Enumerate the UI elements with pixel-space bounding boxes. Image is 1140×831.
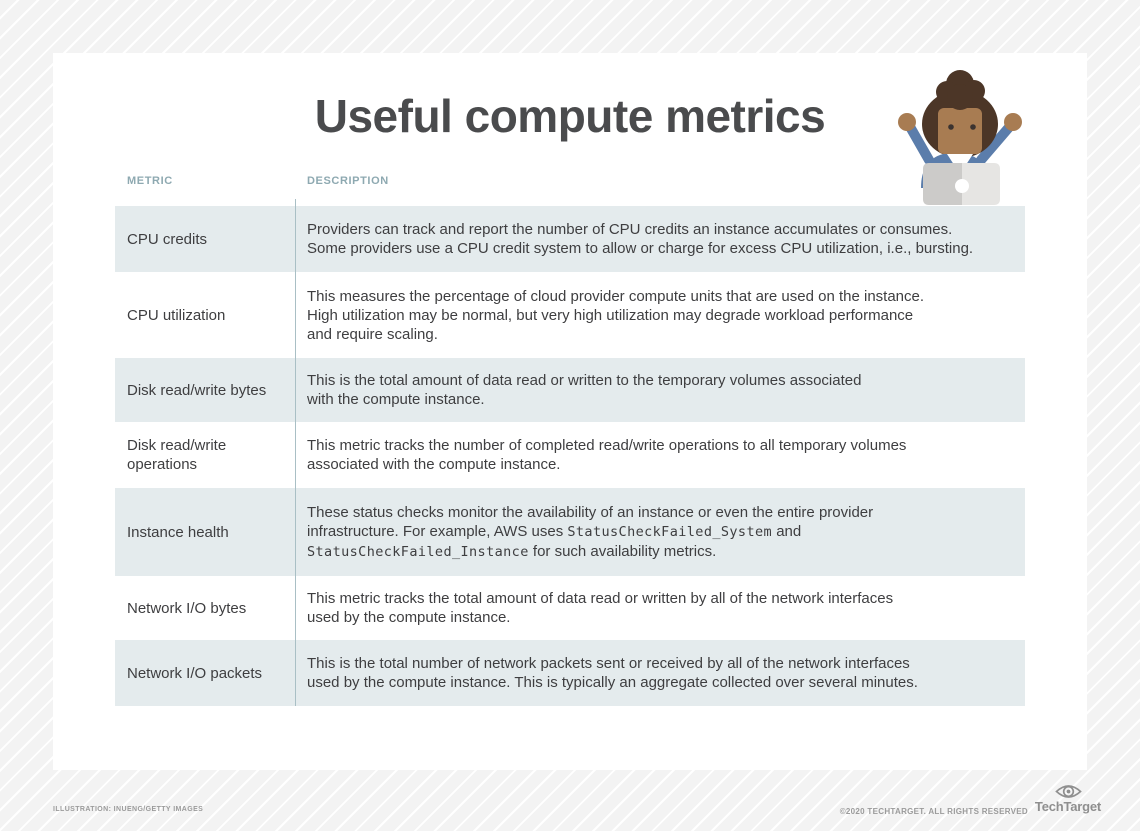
description-cell: [295, 640, 1025, 706]
table-row: [115, 358, 1025, 422]
description-segment: This is the total number of network packets sent or received by all of the network interfaces: [307, 655, 910, 672]
column-header-metric: METRIC: [127, 175, 173, 187]
metric-cell: CPU utilization: [127, 306, 226, 324]
description-text: [307, 287, 924, 344]
table-body: [115, 206, 1025, 706]
description-segment: This is the total amount of data read or written to the temporary volumes associated: [307, 372, 862, 389]
metric-cell: Instance health: [127, 523, 229, 541]
metric-cell: CPU credits: [127, 230, 208, 248]
description-segment: associated with the compute instance.: [307, 456, 561, 473]
table-header-row: [115, 175, 1025, 206]
description-text: [307, 371, 861, 409]
description-cell: [295, 358, 1025, 422]
description-text: [307, 220, 973, 258]
footer: [0, 780, 1140, 831]
description-cell: [295, 576, 1025, 640]
description-text: [307, 589, 893, 627]
description-cell: [295, 206, 1025, 272]
logo-wordmark: TechTarget: [1034, 799, 1102, 814]
column-divider: [295, 199, 296, 706]
description-segment: for such availability metrics.: [528, 542, 717, 560]
description-text: [307, 654, 918, 692]
table-row: [115, 488, 1025, 576]
inline-code: StatusCheckFailed_System: [567, 523, 773, 540]
inline-code: StatusCheckFailed_Instance: [307, 543, 529, 560]
description-text: [307, 503, 873, 562]
description-segment: infrastructure. For example, AWS uses: [307, 522, 568, 540]
table-row: [115, 272, 1025, 358]
metrics-table: [115, 175, 1025, 706]
eye-icon: [1055, 783, 1082, 800]
metric-cell: Network I/O packets: [127, 664, 263, 682]
techtarget-logo: [1036, 783, 1100, 814]
content-card: [53, 53, 1087, 770]
description-text: [307, 436, 906, 474]
description-segment: with the compute instance.: [307, 391, 485, 408]
description-cell: [295, 488, 1025, 576]
copyright-text: ©2020 TECHTARGET. ALL RIGHTS RESERVED: [839, 807, 1028, 816]
description-segment: used by the compute instance. This is typically an aggregate collected over several minutes.: [307, 674, 918, 691]
description-segment: This metric tracks the number of completed read/write operations to all temporary volumes: [307, 437, 907, 454]
description-segment: used by the compute instance.: [307, 609, 511, 626]
metric-cell: Disk read/write operations: [127, 437, 227, 473]
table-row: [115, 206, 1025, 272]
metric-cell: Network I/O bytes: [127, 599, 247, 617]
person-head: [922, 70, 998, 158]
page-title: Useful compute metrics: [314, 90, 826, 142]
table-row: [115, 576, 1025, 640]
metric-cell: Disk read/write bytes: [127, 381, 267, 399]
description-segment: High utilization may be normal, but very high utilization may degrade workload performance: [307, 306, 914, 324]
description-cell: [295, 272, 1025, 358]
description-segment: These status checks monitor the availability of an instance or even the entire provider: [307, 503, 874, 521]
illustration-credit: ILLUSTRATION: INUENG/GETTY IMAGES: [53, 806, 204, 813]
column-header-description: DESCRIPTION: [307, 175, 389, 187]
description-segment: This measures the percentage of cloud provider compute units that are used on the instance.: [307, 287, 925, 305]
table-row: [115, 640, 1025, 706]
description-segment: and require scaling.: [307, 325, 438, 343]
table-row: [115, 422, 1025, 488]
description-segment: Some providers use a CPU credit system to allow or charge for excess CPU utilization, i.e., bursting.: [307, 240, 974, 257]
description-segment: and: [772, 522, 802, 540]
description-cell: [295, 422, 1025, 488]
description-segment: Providers can track and report the number of CPU credits an instance accumulates or consumes.: [307, 221, 953, 238]
description-segment: This metric tracks the total amount of data read or written by all of the network interfaces: [307, 590, 894, 607]
